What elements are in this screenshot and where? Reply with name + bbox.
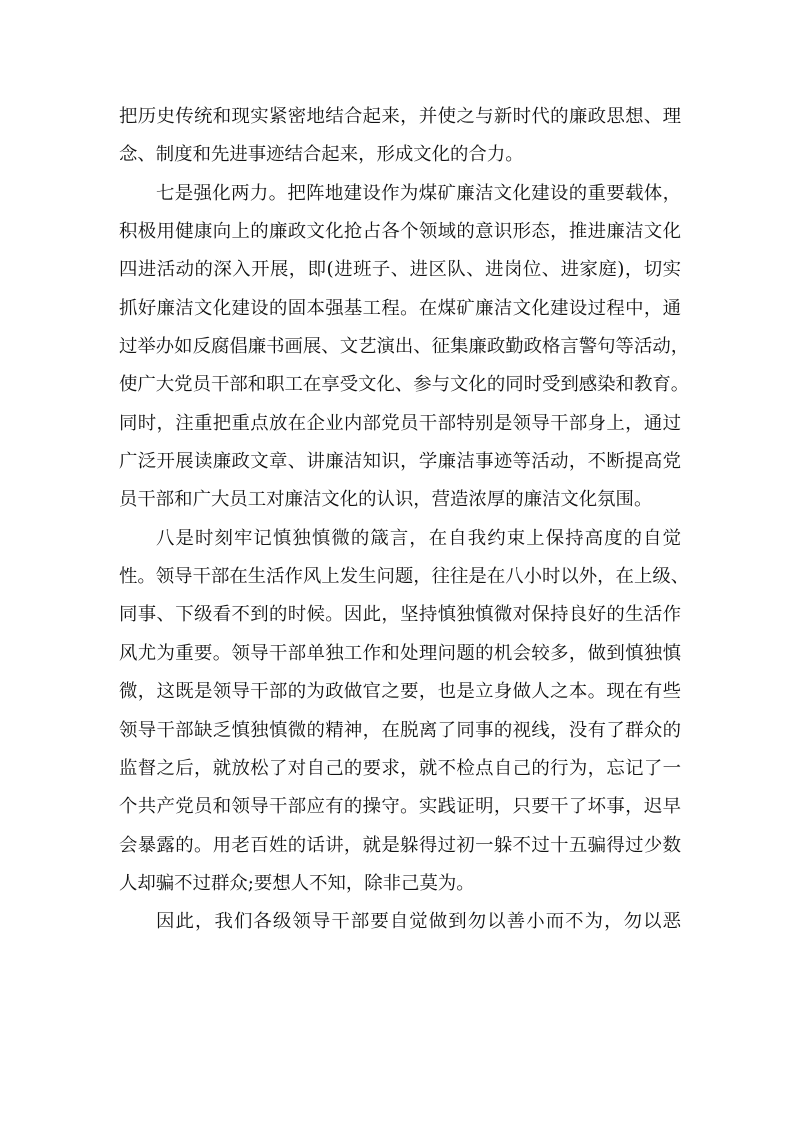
text-line: 会暴露的。用老百姓的话讲，就是躲得过初一躲不过十五骗得过少数 — [119, 834, 681, 856]
text-line: 七是强化两力。把阵地建设作为煤矿廉洁文化建设的重要载体， — [156, 182, 681, 204]
text-line: 积极用健康向上的廉政文化抢占各个领域的意识形态，推进廉洁文化 — [119, 221, 681, 243]
text-line: 四进活动的深入开展，即(进班子、进区队、进岗位、进家庭)，切实 — [119, 259, 681, 281]
text-line: 同事、下级看不到的时候。因此，坚持慎独慎微对保持良好的生活作 — [119, 604, 681, 626]
text-line: 使广大党员干部和职工在享受文化、参与文化的同时受到感染和教育。 — [119, 374, 690, 396]
text-line: 抓好廉洁文化建设的固本强基工程。在煤矿廉洁文化建设过程中，通 — [119, 297, 681, 319]
text-line: 同时，注重把重点放在企业内部党员干部特别是领导干部身上，通过 — [119, 412, 681, 434]
text-line: 监督之后，就放松了对自己的要求，就不检点自己的行为，忘记了一 — [119, 757, 681, 779]
text-line: 风尤为重要。领导干部单独工作和处理问题的机会较多，做到慎独慎 — [119, 642, 681, 664]
text-line: 微，这既是领导干部的为政做官之要，也是立身做人之本。现在有些 — [119, 681, 681, 703]
document-body — [119, 98, 690, 942]
text-line: 把历史传统和现实紧密地结合起来，并使之与新时代的廉政思想、理 — [119, 106, 681, 127]
text-line: 因此，我们各级领导干部要自觉做到勿以善小而不为，勿以恶 — [156, 911, 681, 933]
text-line: 个共产党员和领导干部应有的操守。实践证明，只要干了坏事，迟早 — [119, 796, 681, 818]
text-line: 广泛开展读廉政文章、讲廉洁知识，学廉洁事迹等活动，不断提高党 — [119, 451, 681, 473]
text-line: 人却骗不过群众;要想人不知，除非己莫为。 — [119, 872, 475, 894]
text-line: 领导干部缺乏慎独慎微的精神，在脱离了同事的视线，没有了群众的 — [119, 719, 681, 741]
text-line: 八是时刻牢记慎独慎微的箴言，在自我约束上保持高度的自觉 — [156, 527, 681, 549]
text-line: 性。领导干部在生活作风上发生问题，往往是在八小时以外，在上级、 — [119, 566, 690, 588]
text-line: 过举办如反腐倡廉书画展、文艺演出、征集廉政勤政格言警句等活动， — [119, 336, 690, 358]
text-line: 念、制度和先进事迹结合起来，形成文化的合力。 — [119, 144, 524, 166]
text-line: 员干部和广大员工对廉洁文化的认识，营造浓厚的廉洁文化氛围。 — [119, 489, 653, 511]
